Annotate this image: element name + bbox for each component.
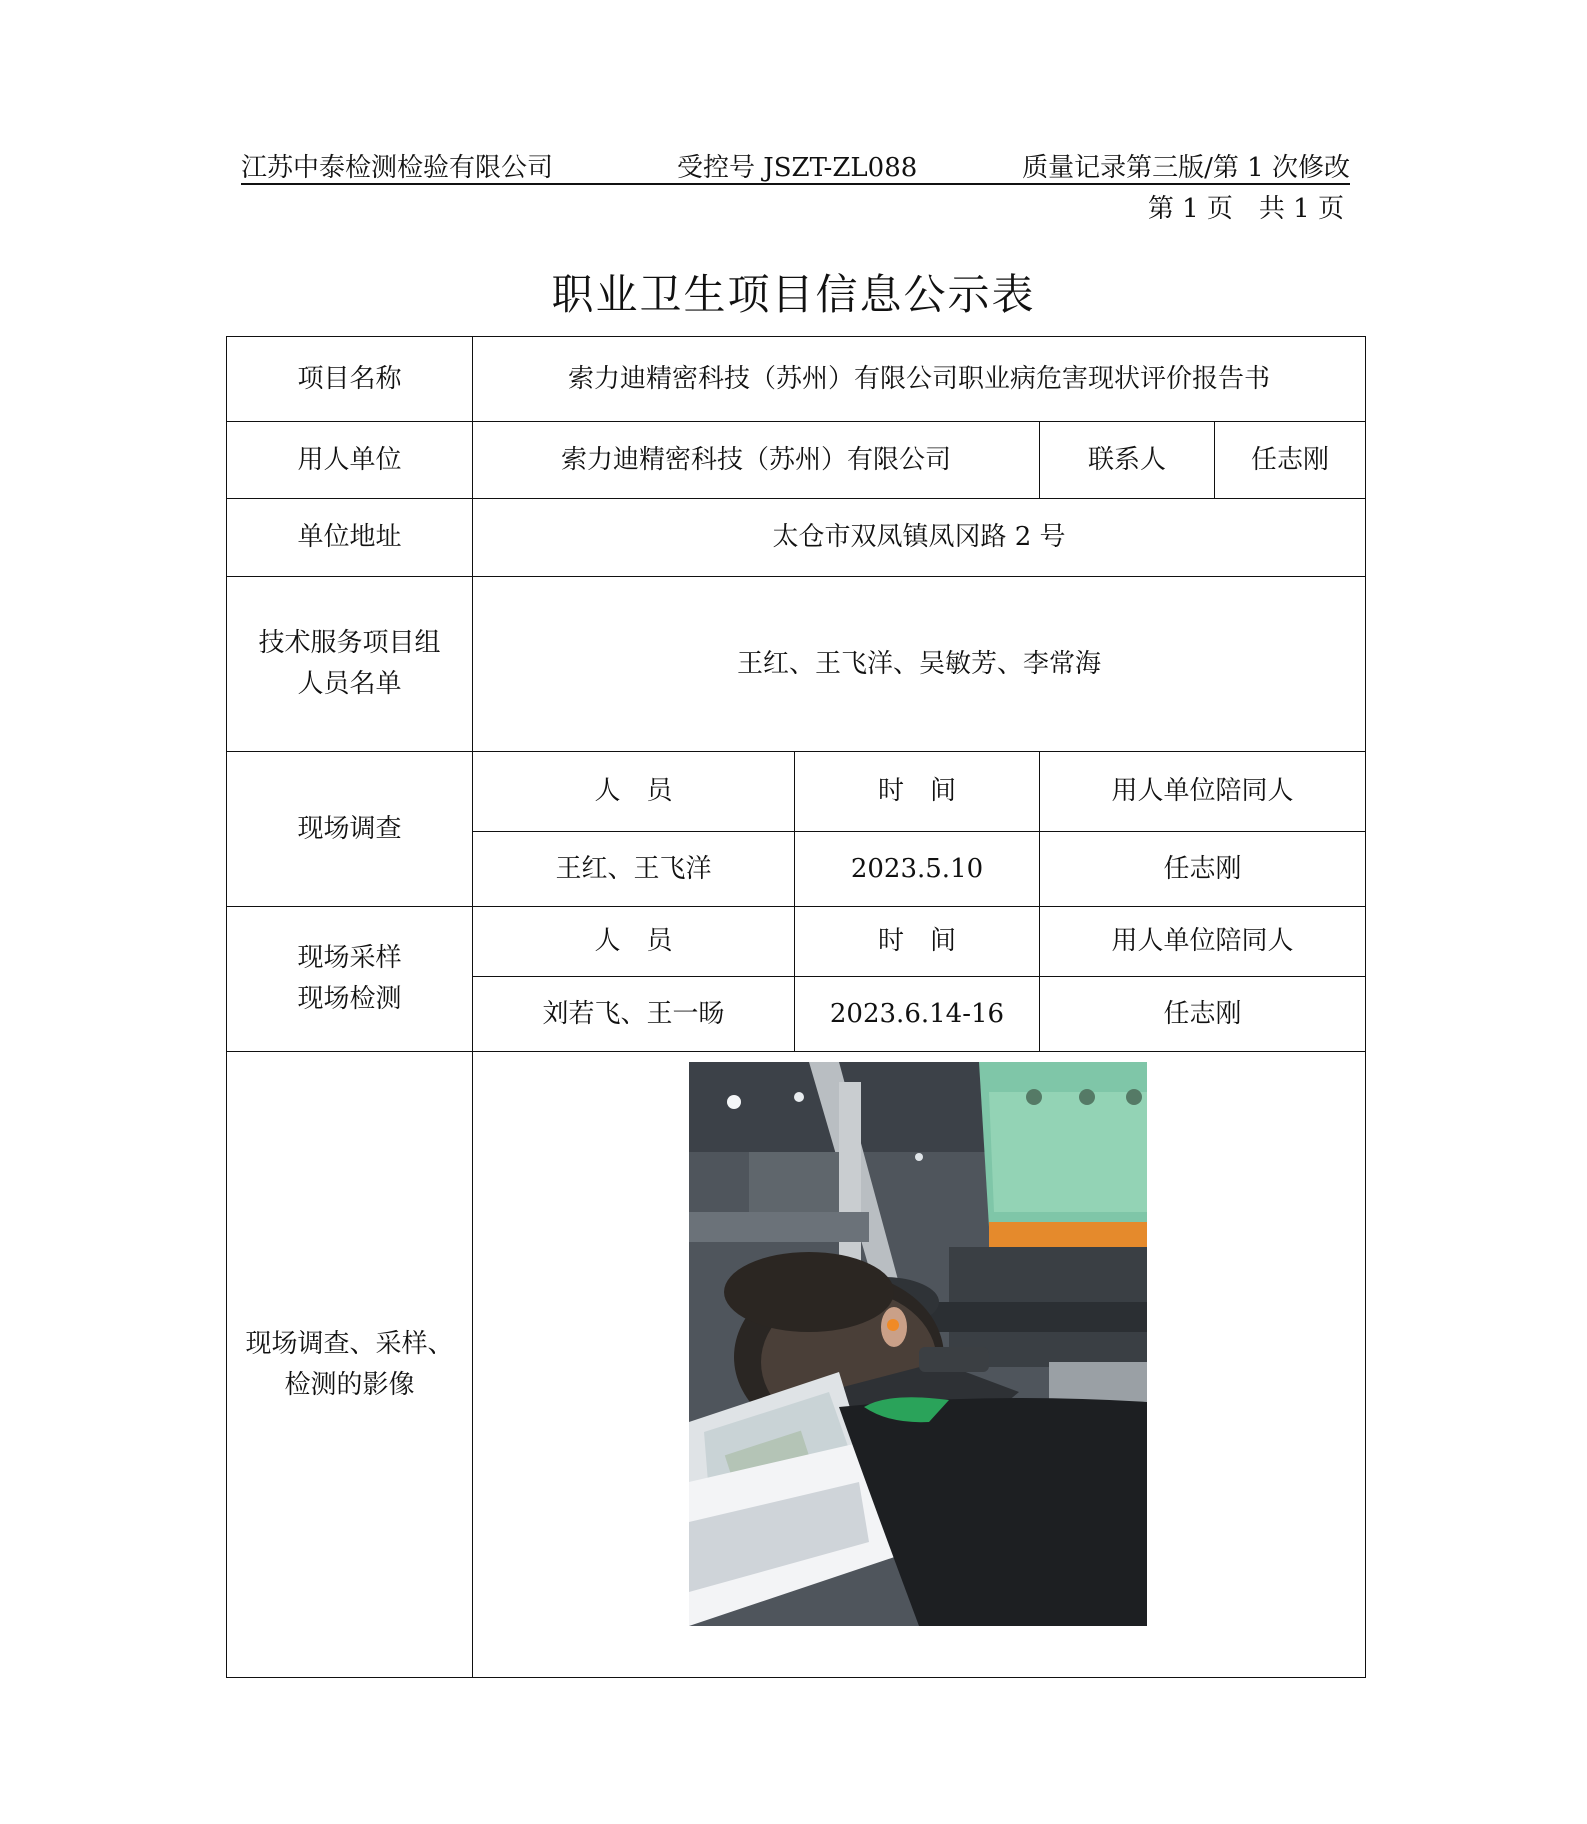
control-number: 受控号 JSZT-ZL088: [677, 153, 918, 183]
row-team: [227, 577, 1366, 752]
sampling-col-time: 时 间: [795, 907, 1040, 977]
row-employer: [227, 422, 1366, 499]
images-label: [227, 1052, 473, 1678]
survey-label: 现场调查: [227, 752, 473, 907]
site-photo: [689, 1062, 1147, 1626]
row-images: [227, 1052, 1366, 1678]
edition-info: 质量记录第三版/第 1 次修改: [1022, 153, 1350, 183]
team-label-line2: 人员名单: [297, 669, 402, 699]
row-sampling-header: [227, 907, 1366, 977]
project-name-label: 项目名称: [227, 337, 473, 422]
site-photo-drawing: [689, 1062, 1147, 1626]
survey-col-time: 时 间: [795, 752, 1040, 832]
document-title: 职业卫生项目信息公示表: [551, 270, 1036, 319]
survey-col-personnel: 人 员: [473, 752, 795, 832]
employer-label: 用人单位: [227, 422, 473, 499]
survey-col-escort: 用人单位陪同人: [1040, 752, 1366, 832]
info-table: [226, 336, 1366, 1678]
sampling-escort: 任志刚: [1040, 977, 1366, 1052]
images-label-line1: 现场调查、采样、: [245, 1328, 454, 1359]
company-name: 江苏中泰检测检验有限公司: [241, 153, 554, 183]
team-label-line1: 技术服务项目组: [258, 628, 441, 658]
images-cell: [473, 1052, 1366, 1678]
sampling-label: [227, 907, 473, 1052]
team-label: [227, 577, 473, 752]
sampling-label-line1: 现场采样: [297, 943, 402, 973]
sampling-col-personnel: 人 员: [473, 907, 795, 977]
page-number: 第 1 页 共 1 页: [1147, 194, 1344, 224]
sampling-col-escort: 用人单位陪同人: [1040, 907, 1366, 977]
images-label-line2: 检测的影像: [284, 1369, 415, 1400]
document-header: [241, 143, 1350, 185]
address-label: 单位地址: [227, 499, 473, 577]
sampling-personnel: 刘若飞、王一旸: [473, 977, 795, 1052]
survey-escort: 任志刚: [1040, 832, 1366, 907]
row-project-name: [227, 337, 1366, 422]
employer-value: 索力迪精密科技（苏州）有限公司: [473, 422, 1040, 499]
row-address: [227, 499, 1366, 577]
sampling-time: 2023.6.14-16: [795, 977, 1040, 1052]
survey-personnel: 王红、王飞洋: [473, 832, 795, 907]
project-name-value: 索力迪精密科技（苏州）有限公司职业病危害现状评价报告书: [473, 337, 1366, 422]
address-value: 太仓市双凤镇凤冈路 2 号: [473, 499, 1366, 577]
team-value: 王红、王飞洋、吴敏芳、李常海: [473, 577, 1366, 752]
survey-time: 2023.5.10: [795, 832, 1040, 907]
sampling-label-line2: 现场检测: [297, 984, 402, 1014]
contact-label: 联系人: [1040, 422, 1215, 499]
row-survey-header: [227, 752, 1366, 832]
contact-value: 任志刚: [1215, 422, 1366, 499]
